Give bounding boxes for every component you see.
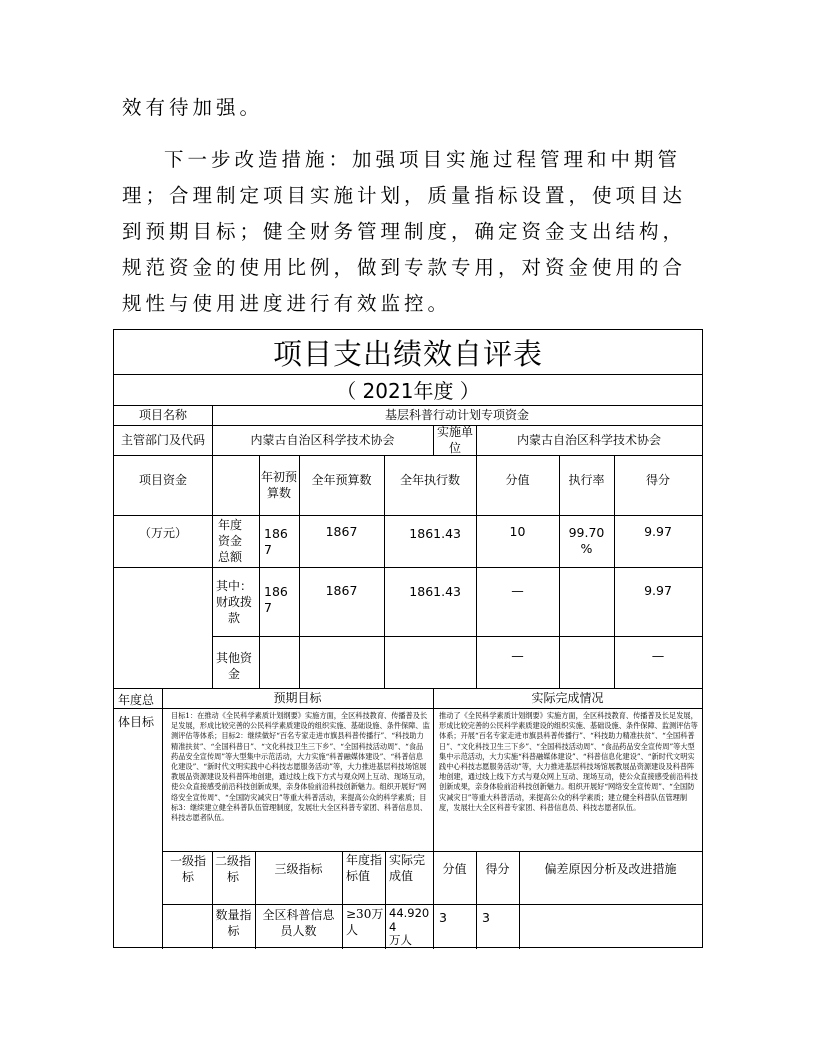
row-total-label: 年度资金总额: [217, 518, 242, 564]
header-initial-budget: 年初预算数: [260, 470, 297, 500]
project-name-value: 基层科普行动计划专项资金: [384, 408, 529, 422]
department-label: 主管部门及代码: [120, 433, 205, 447]
row-fiscal-budget: 1867: [325, 583, 358, 598]
row-fiscal-rate: [559, 567, 614, 615]
department-value: 内蒙古自治区科学技术协会: [250, 433, 395, 447]
indicator-level2-header: 二级指标: [214, 854, 251, 884]
indicator-score-header: 得分: [485, 862, 510, 876]
annual-goal-label-line1: 年度总: [118, 693, 155, 707]
indicator-row-level3: 全区科普信息员人数: [262, 908, 335, 938]
indicator-level1-header: 一级指标: [169, 854, 206, 884]
row-total-value: 10: [509, 524, 526, 539]
header-annual-execution: 全年执行数: [399, 473, 460, 487]
funds-label: 项目资金: [138, 473, 187, 487]
row-fiscal-score: 9.97: [644, 583, 672, 598]
expected-goal-text: 目标1：在推动《全民科学素质计划纲要》实施方面，全区科技教育、传播普及长足发展，形成比较完善的公民科学素质建设的组织实施、基础设施、条件保障、监测评估等体系；目标2：继续做好“百名专家走进市旗县科普传播行”、“科技助力精准扶贫”、“全国科普日”、“文化科技卫生三下乡”、“全国科技活动周”、“食品药品安全宣传周”等大型集中示范活动，大力实施“科普融媒体建设”、“科普信息化建设”、“新时代文明实践中心科技志愿服务活动”等，大力推进基层科技场馆展教展品资源建设及科普阵地创建，通过线上线下方式与观众网上互动、现场互动，使公众直接感受前沿科技创新成果，亲身体验前沿科技创新魅力。组织开展好“网络安全宣传周”、“全国防灾减灾日”等重大科普活动，来提高公众的科学素质；目标3：继续建立健全科普队伍管理制度，发展壮大全区科普专家团、科普信息员、科技志愿者队伍。: [171, 711, 430, 823]
annual-goal-label-line2: 体目标: [118, 715, 155, 729]
row-total-initial: 186 7: [264, 526, 288, 557]
header-score: 得分: [645, 473, 670, 487]
indicator-target-header: 年度指标值: [346, 853, 383, 883]
row-other-label: 其他资金: [215, 651, 252, 681]
performance-self-evaluation-table: [113, 329, 703, 948]
row-other-value: —: [511, 648, 524, 663]
indicator-value-header: 分值: [442, 862, 467, 876]
indicator-row-actual: 44.920 4 万人: [389, 907, 430, 947]
implementing-unit-value: 内蒙古自治区科学技术协会: [516, 433, 661, 447]
actual-completion-text: 推动了《全民科学素质计划纲要》实施方面，全区科技教育、传播普及长足发展，形成比较完善的公民科学素质建设的组织实施、基础设施、条件保障、监测评估等体系；开展“百名专家走进市旗县科普传播行”、“科技助力精准扶贫”、“全国科普日”、“文化科技卫生三下乡”、“全国科技活动周”、“食品药品安全宣传周”等大型集中示范活动，大力实施“科普融媒体建设”、“科普信息化建设”、“新时代文明实践中心科技志愿服务活动”等，大力推进基层科技场馆展教展品资源建设及科普阵地创建，通过线上线下方式与观众网上互动、现场互动，使公众直接感受前沿科技创新成果，亲身体验前沿科技创新魅力。组织开展好“网络安全宣传周”、“全国防灾减灾日”等重大科普活动，来提高公众的科学素质；建立健全科普队伍管理制度，发展壮大全区科普专家团、科普信息员、科技志愿者队伍。: [439, 711, 698, 812]
indicator-row-value: 3: [439, 910, 447, 925]
indicator-reason-header: 偏差原因分析及改进措施: [544, 862, 677, 876]
row-total-exec: 1861.43: [409, 526, 461, 541]
header-execution-rate: 执行率: [568, 473, 605, 487]
row-fiscal-label: 其中：财政拨款: [215, 578, 252, 625]
expected-goal-header: 预期目标: [273, 691, 322, 705]
row-fiscal-value: —: [511, 583, 524, 598]
actual-completion-header: 实际完成情况: [531, 691, 604, 705]
form-title: 项目支出绩效自评表: [272, 336, 543, 371]
implementing-unit-label: 实施单位: [436, 425, 473, 455]
paragraph-continuation: 效有待加强。: [122, 96, 264, 119]
row-other-score: —: [651, 648, 665, 663]
row-fiscal-exec: 1861.43: [409, 584, 461, 599]
indicator-row-level2: 数量指标: [215, 908, 252, 938]
row-total-score: 9.97: [644, 524, 672, 539]
funds-unit: （万元）: [138, 526, 187, 540]
indicator-level3-header: 三级指标: [274, 862, 323, 876]
row-fiscal-initial: 186 7: [264, 584, 288, 615]
header-annual-budget: 全年预算数: [311, 473, 372, 487]
indicator-actual-header: 实际完成值: [389, 853, 426, 883]
indicator-row-score: 3: [482, 910, 490, 925]
indicator-row-target: ≥30万人: [346, 907, 384, 937]
row-total-rate: 99.70 %: [568, 525, 605, 556]
form-year: （ 2021年度 ）: [336, 379, 480, 403]
project-name-label: 项目名称: [138, 408, 187, 422]
paragraph-improvement-measures: 下一步改造措施：加强项目实施过程管理和中期管理；合理制定项目实施计划，质量指标设置，使项目达到预期目标；健全财务管理制度，确定资金支出结构，规范资金的使用比例，做到专款专用，对资金使用的合规性与使用进度进行有效监控。: [122, 148, 687, 315]
header-score-value: 分值: [505, 473, 530, 487]
row-total-budget: 1867: [325, 524, 358, 539]
